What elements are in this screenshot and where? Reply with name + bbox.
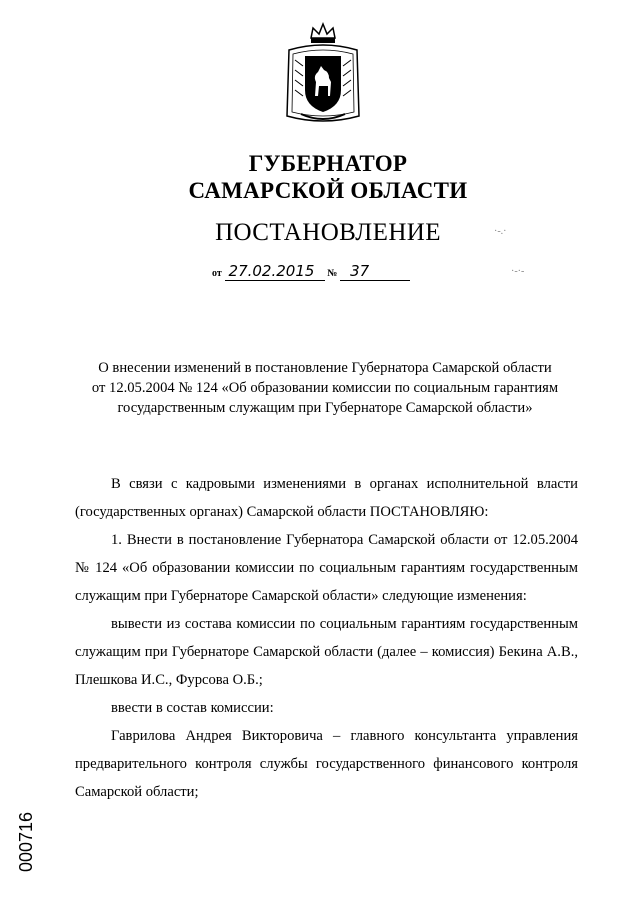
serial-number-stamp: 000716: [16, 811, 36, 872]
number-label: №: [327, 268, 338, 279]
subject-line2: от 12.05.2004 № 124 «Об образовании комиссии по социальным гарантиям: [91, 380, 559, 396]
body-paragraph-3: вывести из состава комиссии по социальным гарантиям государственным служащим при Губернаторе Самарской области (далее – комиссия) Бекина А.В., Плешкова И.С., Фурсова О.Б.;: [75, 616, 578, 688]
issuer-title-line2: САМАРСКОЙ ОБЛАСТИ: [188, 178, 468, 203]
document-subject: [60, 358, 590, 418]
document-type-title: ПОСТАНОВЛЕНИЕ: [215, 219, 441, 246]
body-paragraph-2: 1. Внести в постановление Губернатора Самарской области от 12.05.2004 № 124 «Об образовании комиссии по социальным гарантиям государственным служащим при Губернаторе Самарской области» следующие изменения:: [75, 532, 578, 604]
coat-of-arms-emblem: [283, 20, 363, 130]
subject-line3: государственным служащим при Губернаторе Самарской области»: [117, 400, 533, 416]
body-paragraph-1: В связи с кадровыми изменениями в органах исполнительной власти (государственных органах) Самарской области ПОСТАНОВЛЯЮ:: [75, 476, 578, 520]
body-paragraph-4: ввести в состав комиссии:: [111, 700, 274, 716]
scan-speck: ·-.·: [494, 226, 507, 237]
document-body: [75, 470, 578, 806]
handwritten-number: 37: [340, 262, 410, 281]
subject-line1: О внесении изменений в постановление Губернатора Самарской области: [98, 360, 552, 376]
issuer-title-line1: ГУБЕРНАТОР: [248, 151, 408, 176]
scan-speck: ·-·-: [511, 266, 525, 277]
body-paragraph-5: Гаврилова Андрея Викторовича – главного консультанта управления предварительного контроля службы государственного финансового контроля Самарской области;: [75, 728, 578, 800]
date-label: от: [212, 268, 222, 279]
handwritten-date: 27.02.2015: [225, 262, 325, 281]
date-number-line: [212, 262, 410, 281]
